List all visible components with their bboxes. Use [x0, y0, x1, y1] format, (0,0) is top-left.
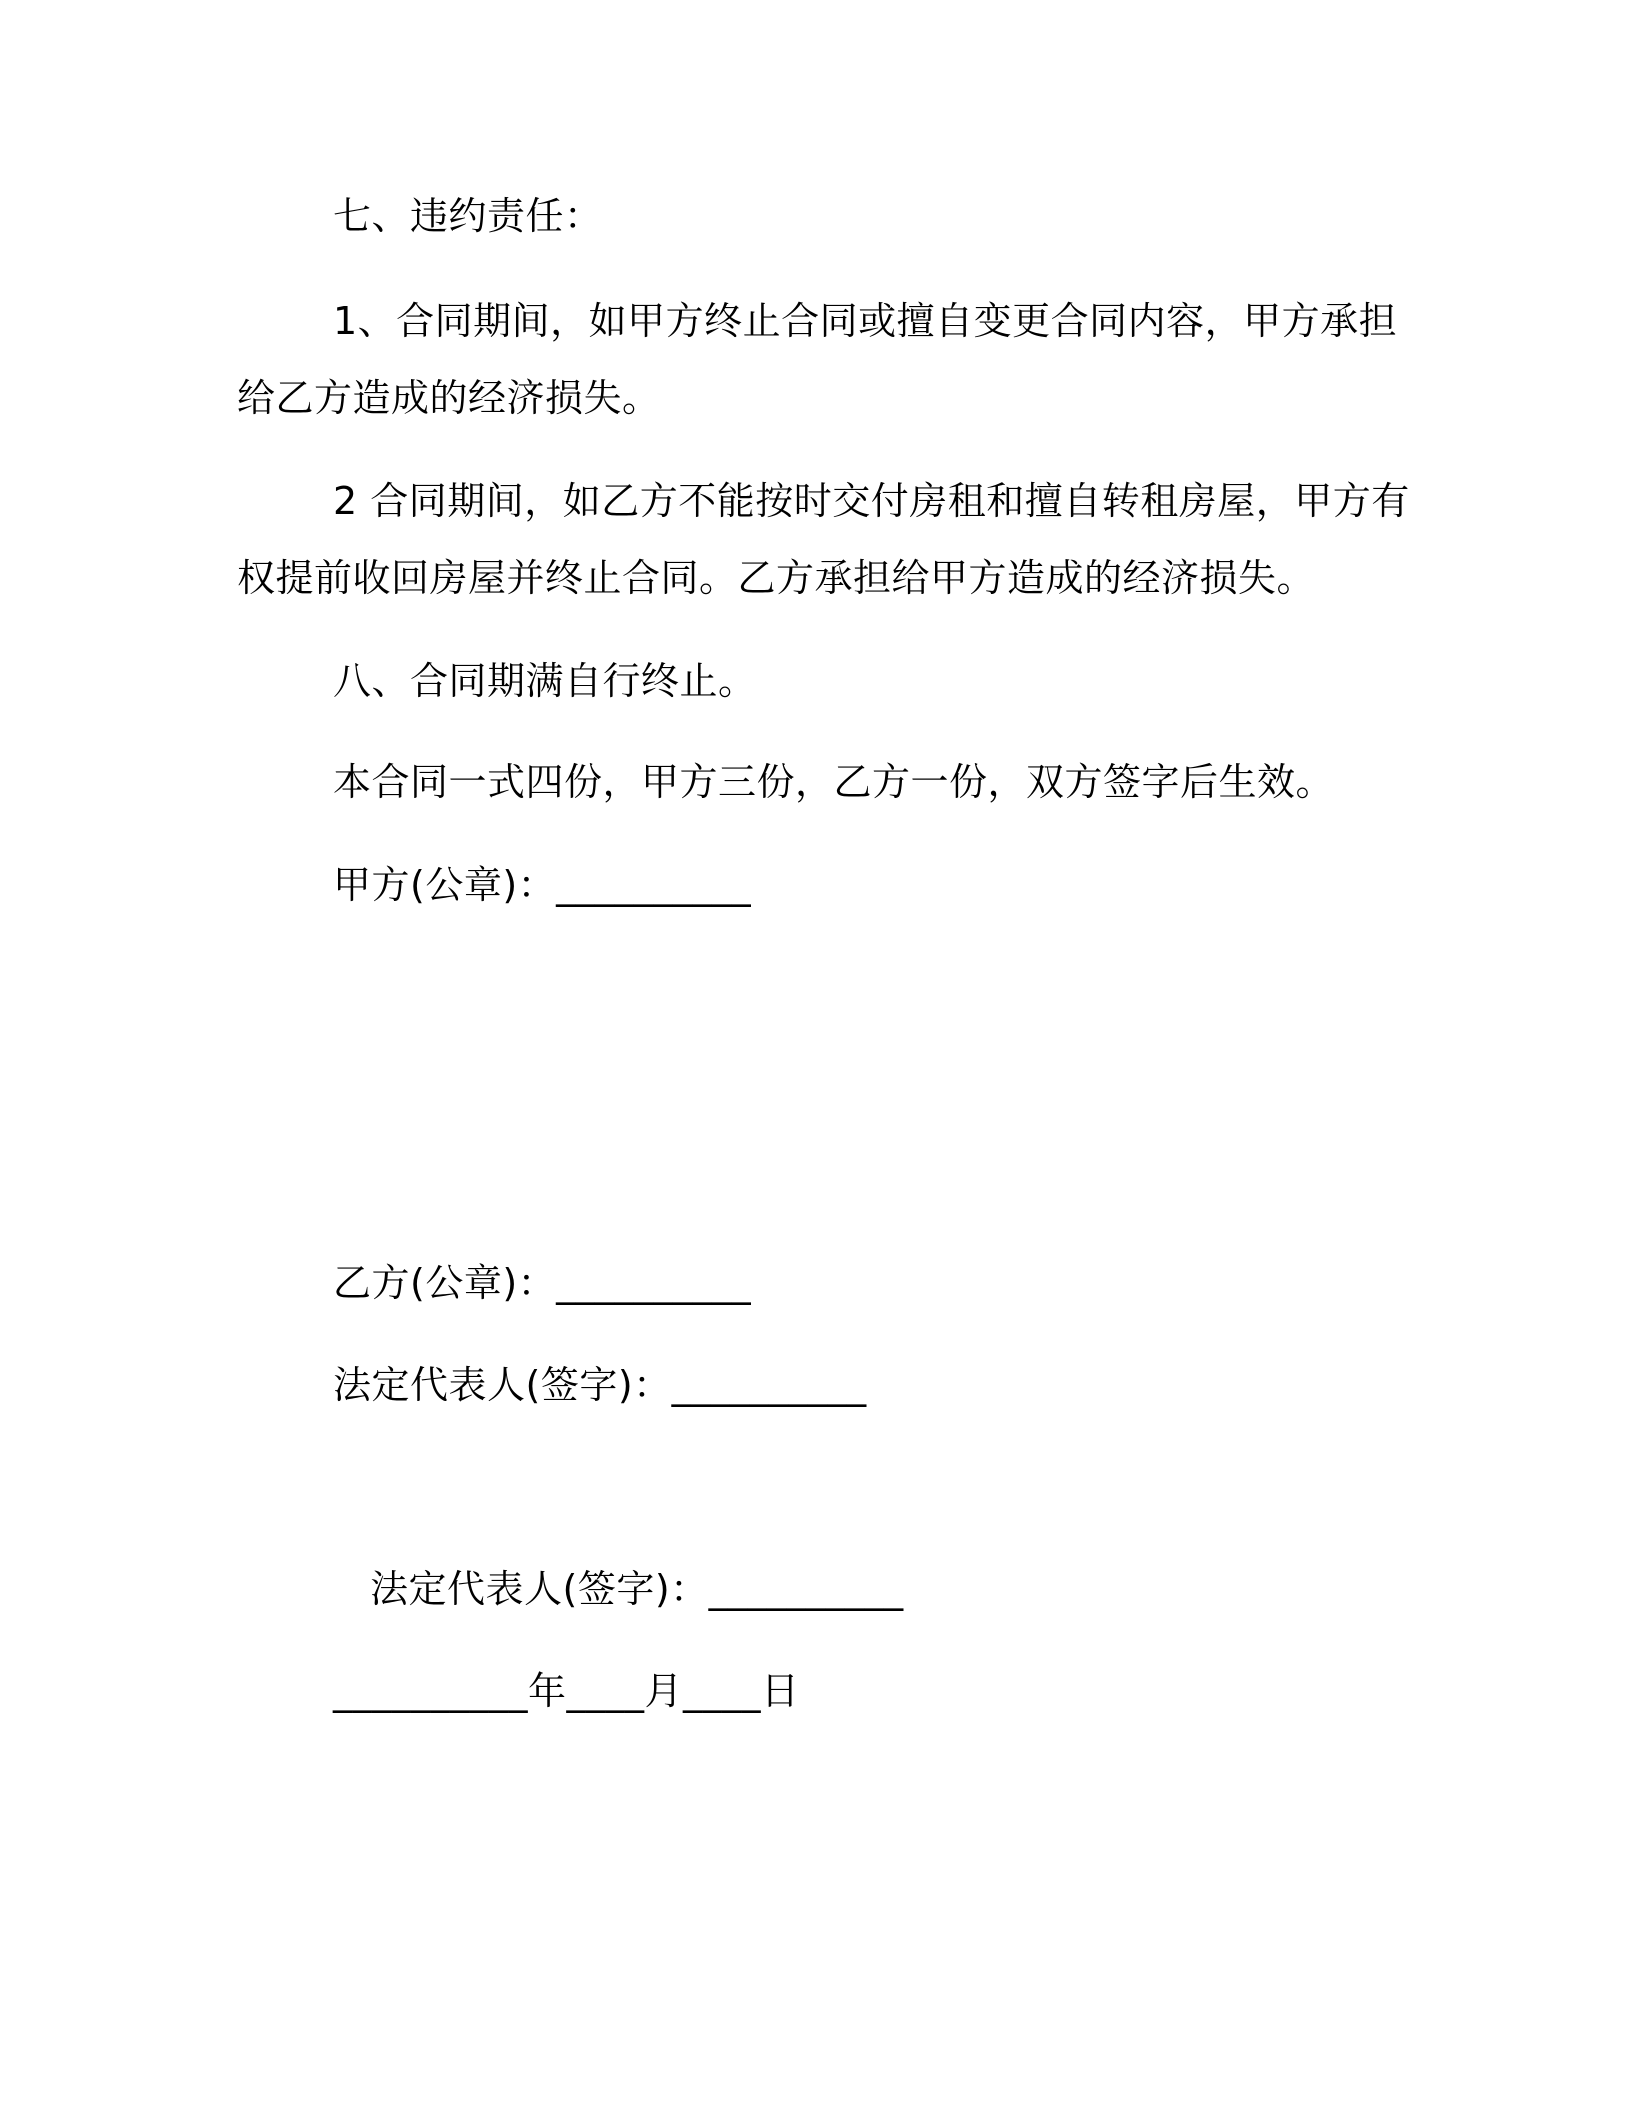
legal-rep-signature-line-1: 法定代表人(签字)：__________: [333, 1363, 867, 1407]
clause-1-line-2: 给乙方造成的经济损失。: [237, 376, 661, 420]
clause-1-line-1: 1、合同期间，如甲方终止合同或擅自变更合同内容，甲方承担: [333, 299, 1398, 343]
section-8-text: 八、合同期满自行终止。: [333, 659, 757, 703]
date-line: __________年____月____日: [333, 1669, 800, 1713]
party-a-seal-line: 甲方(公章)：__________: [333, 863, 752, 907]
section-7-heading: 七、违约责任：: [333, 194, 603, 238]
copies-statement: 本合同一式四份，甲方三份，乙方一份，双方签字后生效。: [333, 760, 1335, 804]
clause-2-line-1: 2 合同期间，如乙方不能按时交付房租和擅自转租房屋，甲方有: [333, 479, 1410, 523]
clause-2-line-2: 权提前收回房屋并终止合同。乙方承担给甲方造成的经济损失。: [237, 556, 1316, 600]
legal-rep-signature-line-2: 法定代表人(签字)：__________: [370, 1567, 904, 1611]
party-b-seal-line: 乙方(公章)：__________: [333, 1261, 752, 1305]
